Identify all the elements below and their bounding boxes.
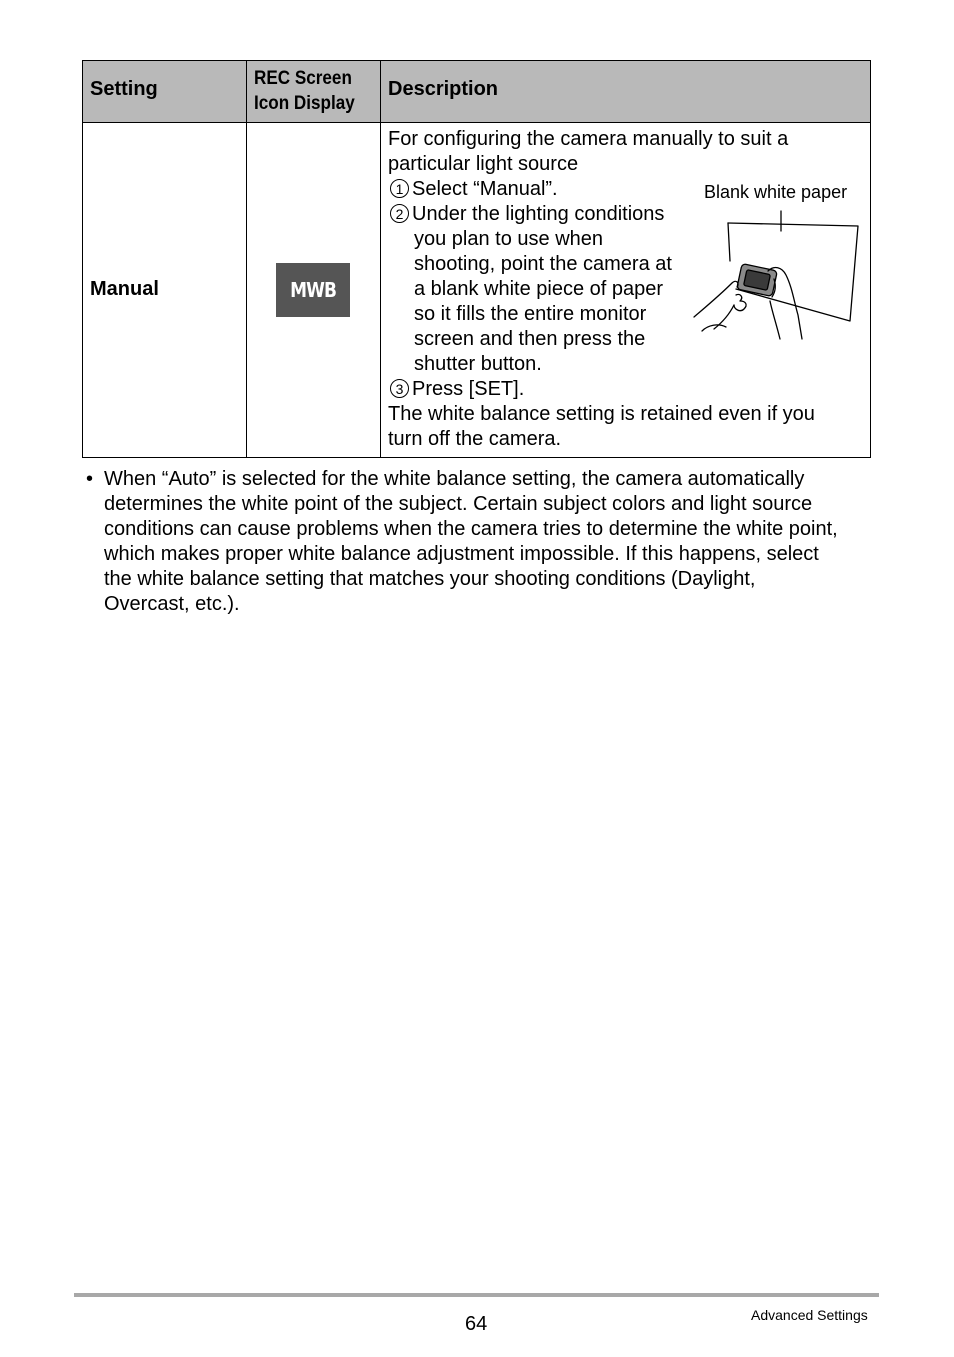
- setting-manual-label: Manual: [90, 278, 159, 300]
- bullet-line: Overcast, etc.).: [104, 593, 240, 615]
- header-description: Description: [388, 78, 499, 100]
- illustration-label: Blank white paper: [704, 182, 848, 202]
- mwb-icon: [276, 263, 350, 317]
- step-3: [390, 377, 524, 402]
- header-icon-line1: REC Screen: [254, 68, 352, 89]
- description-intro-line1: For configuring the camera manually to suit a: [388, 128, 789, 150]
- mwb-icon-text: MWB: [289, 278, 337, 302]
- camera-white-paper-illustration: [690, 209, 862, 343]
- section-title: Advanced Settings: [751, 1307, 868, 1323]
- description-note-line2: turn off the camera.: [388, 428, 562, 450]
- step-1: [390, 177, 558, 202]
- step-2-line: shooting, point the camera at: [414, 253, 672, 275]
- step-2-line: screen and then press the: [414, 328, 646, 350]
- bullet-symbol: •: [86, 468, 94, 490]
- step-2: [390, 202, 664, 227]
- bullet-line: When “Auto” is selected for the white balance setting, the camera automatically: [104, 468, 805, 490]
- footer-divider: [74, 1293, 879, 1297]
- step-3-text: Press [SET].: [412, 378, 525, 400]
- description-intro-line2: particular light source: [388, 153, 579, 175]
- step-2-line: a blank white piece of paper: [414, 278, 664, 300]
- step-2-line: you plan to use when: [414, 228, 604, 250]
- step-1-text: Select “Manual”.: [412, 178, 558, 200]
- bullet-line: which makes proper white balance adjustment impossible. If this happens, select: [104, 543, 819, 565]
- column-divider: [246, 61, 247, 457]
- header-icon-line2: Icon Display: [254, 93, 355, 114]
- step-2-line: Under the lighting conditions: [412, 203, 665, 225]
- page-number: 64: [465, 1313, 488, 1335]
- step-2-line: shutter button.: [414, 353, 542, 375]
- bullet-note: [104, 467, 879, 617]
- settings-table: [82, 60, 871, 458]
- bullet-line: the white balance setting that matches your shooting conditions (Daylight,: [104, 568, 756, 590]
- step-2-line: so it fills the entire monitor: [414, 303, 647, 325]
- step-number-3: 3: [390, 379, 409, 398]
- column-divider: [380, 61, 381, 457]
- header-setting: Setting: [90, 78, 158, 100]
- step-number-2: 2: [390, 204, 409, 223]
- description-note-line1: The white balance setting is retained even if you: [388, 403, 815, 425]
- step-number-1: 1: [390, 179, 409, 198]
- bullet-line: conditions can cause problems when the camera tries to determine the white point,: [104, 518, 838, 540]
- bullet-line: determines the white point of the subject. Certain subject colors and light source: [104, 493, 813, 515]
